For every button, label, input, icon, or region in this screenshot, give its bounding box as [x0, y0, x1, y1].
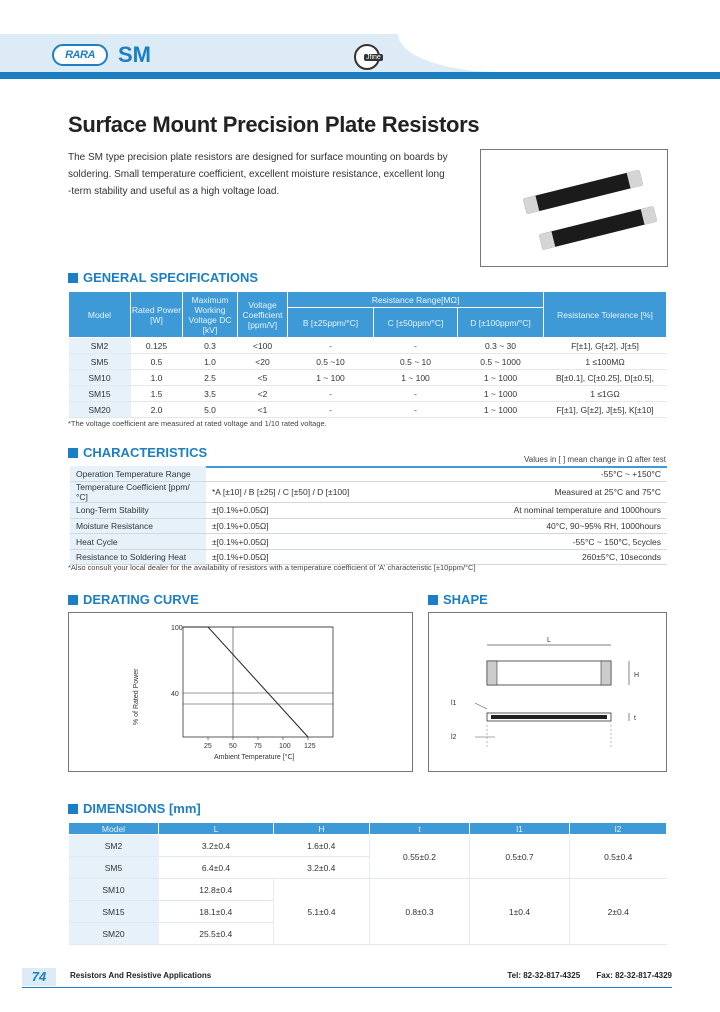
certification-icon	[354, 44, 380, 70]
char-condition: Measured at 25°C and 75°C	[418, 482, 667, 503]
brand-logo: RARA	[52, 44, 108, 66]
header-curve	[398, 34, 720, 72]
cell-H: 5.1±0.4	[274, 879, 370, 945]
section-marker-icon	[68, 448, 78, 458]
char-name: Resistance to Soldering Heat	[70, 549, 206, 565]
table-row	[69, 835, 667, 857]
col-header: t	[370, 823, 470, 835]
resistor-top-view	[487, 661, 611, 685]
cell-l2: 2±0.4	[570, 879, 667, 945]
table-row	[69, 402, 667, 418]
col-header: l2	[570, 823, 667, 835]
cell-model: SM10	[69, 879, 159, 901]
section-title-text: DERATING CURVE	[83, 592, 199, 607]
col-header: D [±100ppm/°C]	[458, 308, 544, 338]
cell: 0.5 ~10	[288, 354, 374, 370]
table-row	[70, 503, 667, 519]
section-title-text: SHAPE	[443, 592, 488, 607]
cell-L: 18.1±0.4	[159, 901, 274, 923]
cell: 0.5 ~ 10	[374, 354, 458, 370]
table-row	[70, 466, 667, 482]
char-condition: -55°C ~ +150°C	[418, 466, 667, 482]
table-row	[69, 386, 667, 402]
resistor-image	[523, 170, 643, 215]
char-spec	[206, 466, 418, 482]
cell-model: SM10	[69, 370, 131, 386]
terminal-left	[487, 661, 497, 685]
intro-line: soldering. Small temperature coefficient, excellent moisture resistance, excellent long	[68, 169, 445, 180]
x-axis-label: Ambient Temperature [°C]	[214, 754, 295, 761]
cell: 1 ≤1GΩ	[544, 386, 667, 402]
footer-rule	[22, 987, 672, 988]
section-marker-icon	[68, 273, 78, 283]
y-tick-label: 40	[171, 691, 179, 698]
footer-tel: Tel: 82-32-817-4325	[507, 971, 581, 980]
cell: 0.3	[183, 338, 238, 354]
col-header: Rated Power [W]	[131, 292, 183, 338]
table-row	[70, 482, 667, 503]
cell-model: SM5	[69, 354, 131, 370]
cell: -	[374, 338, 458, 354]
intro-line: -term stability and useful as a high voltage load.	[68, 186, 280, 197]
table-row	[69, 354, 667, 370]
x-tick-label: 100	[279, 743, 291, 750]
resistive-film	[491, 715, 607, 719]
x-tick-label: 75	[254, 743, 262, 750]
char-condition: 40°C, 90~95% RH, 1000hours	[418, 518, 667, 534]
cell-model: SM15	[69, 386, 131, 402]
col-header: Resistance Range[MΩ]	[288, 292, 544, 308]
cell: 5.0	[183, 402, 238, 418]
shape-drawing	[429, 613, 668, 773]
cell-l1: 0.5±0.7	[470, 835, 570, 879]
col-header: H	[274, 823, 370, 835]
cell-L: 3.2±0.4	[159, 835, 274, 857]
cell-L: 25.5±0.4	[159, 923, 274, 945]
table-row	[69, 879, 667, 901]
cell-model: SM20	[69, 923, 159, 945]
char-condition: 260±5°C, 10seconds	[418, 549, 667, 565]
intro-line: The SM type precision plate resistors are designed for surface mounting on boards by	[68, 152, 448, 163]
cell: 1.0	[131, 370, 183, 386]
cell: 2.5	[183, 370, 238, 386]
dim-label-l2: l2	[451, 734, 457, 741]
col-header: Maximum Working Voltage DC [kV]	[183, 292, 238, 338]
cell: <1	[238, 402, 288, 418]
cell-model: SM2	[69, 338, 131, 354]
cell: 1 ~ 1000	[458, 370, 544, 386]
page-number: 74	[22, 968, 56, 986]
cell: 0.5	[131, 354, 183, 370]
section-title-derating	[68, 592, 199, 607]
cell-t: 0.55±0.2	[370, 835, 470, 879]
table-row	[70, 518, 667, 534]
cell: -	[374, 386, 458, 402]
cell-l1: 1±0.4	[470, 879, 570, 945]
char-spec: ±[0.1%+0.05Ω]	[206, 518, 418, 534]
cell: 1.5	[131, 386, 183, 402]
cell-model: SM5	[69, 857, 159, 879]
char-name: Temperature Coefficient [ppm/°C]	[70, 482, 206, 503]
cell: 1 ~ 100	[374, 370, 458, 386]
cell-L: 6.4±0.4	[159, 857, 274, 879]
col-header: Model	[69, 292, 131, 338]
char-spec: *A [±10] / B [±25] / C [±50] / D [±100]	[206, 482, 418, 503]
cell: 1 ~ 100	[288, 370, 374, 386]
footer-title: Resistors And Resistive Applications	[70, 971, 212, 980]
cell: 0.3 ~ 30	[458, 338, 544, 354]
dim-label-H: H	[634, 672, 640, 679]
series-code: SM	[118, 42, 151, 67]
section-marker-icon	[428, 595, 438, 605]
page-footer	[0, 965, 720, 989]
cell: 0.125	[131, 338, 183, 354]
cell-l2: 0.5±0.4	[570, 835, 667, 879]
cell: -	[288, 402, 374, 418]
cell: 1 ~ 1000	[458, 402, 544, 418]
dim-label-t: t	[634, 715, 636, 722]
cell: 0.5 ~ 1000	[458, 354, 544, 370]
derating-chart	[69, 613, 414, 773]
col-header: l1	[470, 823, 570, 835]
cell: 3.5	[183, 386, 238, 402]
col-header: L	[159, 823, 274, 835]
cell: <20	[238, 354, 288, 370]
section-marker-icon	[68, 595, 78, 605]
characteristics-footnote: *Also consult your local dealer for the availability of resistors with a temperature coefficient of 'A' characteristic [±10ppm/°C]	[68, 563, 476, 572]
cell: 1 ≤100MΩ	[544, 354, 667, 370]
col-header: C [±50ppm/°C]	[374, 308, 458, 338]
general-specs-table	[68, 291, 667, 418]
char-condition: -55°C ~ 150°C, 5cycles	[418, 534, 667, 550]
cell-H: 3.2±0.4	[274, 857, 370, 879]
dimensions-table	[68, 822, 667, 945]
certification-label: Jfine	[366, 54, 381, 61]
char-name: Heat Cycle	[70, 534, 206, 550]
product-photo	[480, 149, 668, 267]
section-title-text: DIMENSIONS [mm]	[83, 801, 201, 816]
char-condition: At nominal temperature and 1000hours	[418, 503, 667, 519]
col-header: Resistance Tolerance [%]	[544, 292, 667, 338]
intro-paragraph	[68, 149, 463, 200]
y-tick-label: 100	[171, 625, 183, 632]
col-header: B [±25ppm/°C]	[288, 308, 374, 338]
char-name: Moisture Resistance	[70, 518, 206, 534]
derating-panel	[68, 612, 413, 772]
cell: F[±1], G[±2], J[±5]	[544, 338, 667, 354]
char-name: Operation Temperature Range	[70, 466, 206, 482]
char-name: Long-Term Stability	[70, 503, 206, 519]
characteristics-table	[70, 466, 667, 565]
char-spec: ±[0.1%+0.05Ω]	[206, 549, 418, 565]
cell: -	[288, 338, 374, 354]
cell-model: SM20	[69, 402, 131, 418]
table-row	[70, 534, 667, 550]
header-bar	[0, 72, 720, 79]
dim-label-l1: l1	[451, 700, 457, 707]
x-tick-label: 125	[304, 743, 316, 750]
y-axis-label: % of Rated Power	[133, 668, 140, 725]
section-title-text: GENERAL SPECIFICATIONS	[83, 270, 259, 285]
cell-H: 1.6±0.4	[274, 835, 370, 857]
section-title-text: CHARACTERISTICS	[83, 445, 208, 460]
dim-label-L: L	[547, 637, 551, 644]
section-title-dimensions	[68, 801, 201, 816]
table-row	[69, 370, 667, 386]
section-title-general	[68, 270, 258, 285]
cell: <100	[238, 338, 288, 354]
cell: -	[374, 402, 458, 418]
resistor-image	[539, 206, 657, 250]
cell: 2.0	[131, 402, 183, 418]
cell-t: 0.8±0.3	[370, 879, 470, 945]
shape-panel	[428, 612, 667, 772]
cell-model: SM15	[69, 901, 159, 923]
col-header: Voltage Coefficient [ppm/V]	[238, 292, 288, 338]
cell: B[±0.1], C[±0.25], D[±0.5],	[544, 370, 667, 386]
page-header	[0, 34, 720, 80]
section-title-shape	[428, 592, 488, 607]
terminal-right	[601, 661, 611, 685]
cell: <5	[238, 370, 288, 386]
characteristics-note: Values in [ ] mean change in Ω after test	[524, 455, 666, 464]
char-spec: ±[0.1%+0.05Ω]	[206, 534, 418, 550]
general-footnote: *The voltage coefficient are measured at rated voltage and 1/10 rated voltage.	[68, 419, 327, 428]
cell: F[±1], G[±2], J[±5], K[±10]	[544, 402, 667, 418]
cell-model: SM2	[69, 835, 159, 857]
x-tick-label: 25	[204, 743, 212, 750]
char-spec: ±[0.1%+0.05Ω]	[206, 503, 418, 519]
section-marker-icon	[68, 804, 78, 814]
cell: <2	[238, 386, 288, 402]
cell-L: 12.8±0.4	[159, 879, 274, 901]
cell: 1 ~ 1000	[458, 386, 544, 402]
col-header: Model	[69, 823, 159, 835]
section-title-characteristics	[68, 445, 207, 460]
page-title: Surface Mount Precision Plate Resistors	[68, 112, 480, 137]
footer-contact	[493, 971, 672, 980]
table-row	[69, 338, 667, 354]
x-tick-label: 50	[229, 743, 237, 750]
cell: -	[288, 386, 374, 402]
cell: 1.0	[183, 354, 238, 370]
footer-fax: Fax: 82-32-817-4329	[596, 971, 672, 980]
